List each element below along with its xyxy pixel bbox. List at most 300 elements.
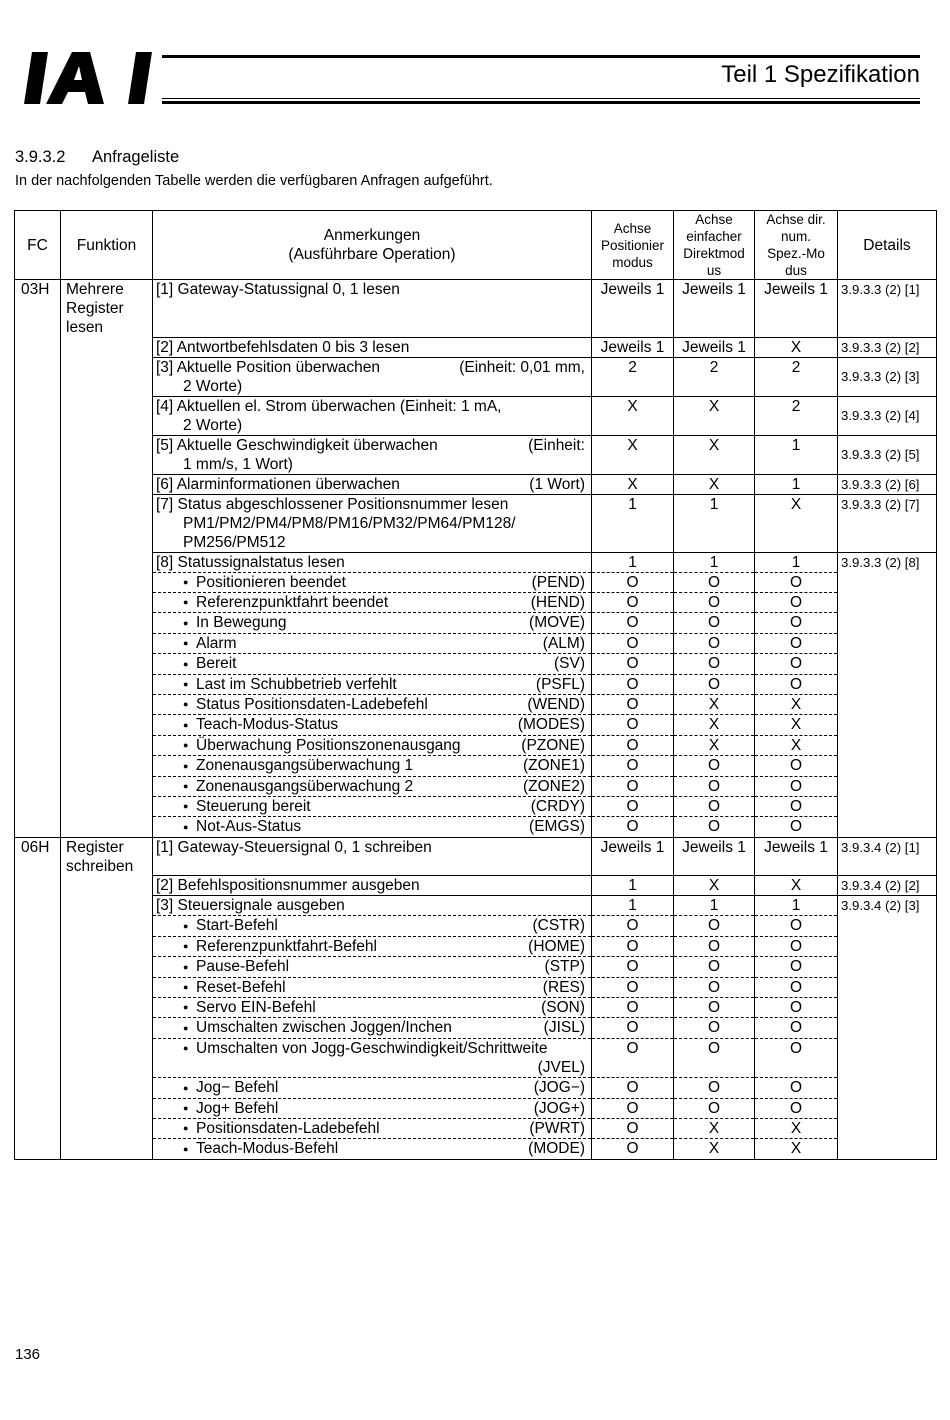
hdr-line: Positionier bbox=[600, 237, 665, 253]
subitem-code: (MOVE) bbox=[529, 614, 585, 632]
funktion-cell-cont bbox=[61, 977, 153, 997]
funktion-cell-cont bbox=[61, 936, 153, 956]
axis-value-cell bbox=[674, 592, 755, 612]
axis-value: O bbox=[707, 998, 721, 1016]
funktion-cell-cont bbox=[61, 957, 153, 977]
axis-value-cell bbox=[674, 337, 755, 357]
axis-value-cell bbox=[674, 474, 755, 494]
subitem-code: (WEND) bbox=[527, 695, 585, 713]
axis-value: O bbox=[707, 757, 721, 775]
subitem-text bbox=[183, 675, 397, 694]
axis-value: O bbox=[707, 937, 721, 955]
axis-value: X bbox=[790, 736, 802, 754]
request-number: [8] bbox=[156, 553, 174, 571]
subitem-line bbox=[156, 1119, 585, 1138]
subitem-line bbox=[156, 1078, 585, 1097]
axis-value: 1 bbox=[791, 475, 801, 493]
bullet-icon: ● bbox=[183, 719, 189, 730]
subitem-line bbox=[156, 654, 585, 673]
request-label: Statussignalstatus lesen bbox=[177, 553, 345, 571]
subitem-line bbox=[156, 756, 585, 775]
subitem-label: Servo EIN-Befehl bbox=[196, 998, 316, 1016]
axis-value-cell bbox=[755, 592, 838, 612]
request-text bbox=[156, 896, 345, 915]
request-cell bbox=[153, 280, 592, 338]
table-row-subitem bbox=[15, 633, 937, 653]
request-text bbox=[156, 397, 501, 416]
hdr-line: dus bbox=[785, 263, 807, 278]
axis-value: O bbox=[789, 573, 803, 591]
request-cont: PM256/PM512 bbox=[183, 533, 286, 551]
axis-value-cell bbox=[755, 916, 838, 936]
subitem-cell bbox=[153, 1018, 592, 1038]
bullet-icon: ● bbox=[183, 1082, 189, 1093]
fc-cell bbox=[15, 280, 61, 338]
details-ref: 3.9.3.3 (2) [8] bbox=[841, 554, 920, 570]
subitem-label: Jog− Befehl bbox=[196, 1079, 279, 1097]
bullet-icon: ● bbox=[183, 801, 189, 812]
axis-value-cell bbox=[674, 876, 755, 896]
axis-value-cell bbox=[755, 1139, 838, 1159]
fc-cell-cont bbox=[15, 674, 61, 694]
axis-value: O bbox=[626, 757, 639, 775]
axis-value-cell bbox=[755, 776, 838, 796]
axis-value-cell bbox=[755, 435, 838, 474]
fc-cell bbox=[15, 837, 61, 876]
fc-cell-cont bbox=[15, 572, 61, 592]
axis-value-cell bbox=[674, 1098, 755, 1118]
axis-value-cell bbox=[674, 1018, 755, 1038]
subitem-label: In Bewegung bbox=[196, 614, 287, 632]
table-row-subitem bbox=[15, 592, 937, 612]
subitem-code: (STP) bbox=[544, 958, 585, 976]
axis-value: X bbox=[708, 736, 720, 754]
fc-cell-cont bbox=[15, 494, 61, 552]
subitem-code: (HOME) bbox=[528, 937, 585, 955]
subitem-code: (RES) bbox=[542, 978, 585, 996]
request-line bbox=[156, 553, 585, 572]
funktion-cell-cont bbox=[61, 756, 153, 776]
funktion-line: schreiben bbox=[66, 857, 134, 875]
subitem-text bbox=[183, 1099, 278, 1118]
axis-value: X bbox=[708, 1140, 720, 1158]
axis-value-cell bbox=[592, 396, 674, 435]
hdr-line: einfacher bbox=[686, 229, 742, 244]
details-ref: 3.9.3.3 (2) [6] bbox=[841, 476, 920, 492]
subitem-text bbox=[183, 998, 316, 1017]
axis-value: O bbox=[626, 1019, 639, 1037]
axis-value: O bbox=[789, 1039, 803, 1057]
subitem-code: (PEND) bbox=[531, 573, 585, 591]
table-row-subitem bbox=[15, 613, 937, 633]
subitem-label: Positionieren beendet bbox=[196, 573, 346, 591]
subitem-line bbox=[156, 817, 585, 836]
table-header-row bbox=[15, 211, 937, 280]
details-cell bbox=[838, 494, 937, 552]
axis-value: Jeweils 1 bbox=[682, 338, 746, 356]
axis-value: 1 bbox=[791, 897, 801, 915]
hdr-line: Spez.-Mo bbox=[767, 246, 825, 261]
subitem-code: (MODES) bbox=[517, 716, 585, 734]
table-row-subitem bbox=[15, 1098, 937, 1118]
funktion-cell-cont bbox=[61, 796, 153, 816]
axis-value-cell bbox=[755, 896, 838, 916]
request-cell bbox=[153, 396, 592, 435]
bullet-icon: ● bbox=[183, 760, 189, 771]
subitem-label: Reset-Befehl bbox=[196, 978, 286, 996]
bullet-icon: ● bbox=[183, 941, 189, 952]
axis-value-cell bbox=[674, 715, 755, 735]
table-body bbox=[15, 280, 937, 1160]
section-heading bbox=[15, 148, 179, 167]
request-text bbox=[156, 280, 400, 299]
axis-value: O bbox=[789, 1019, 803, 1037]
axis-value: O bbox=[626, 573, 639, 591]
bullet-icon: ● bbox=[183, 1143, 189, 1154]
request-number: [1] bbox=[156, 281, 174, 298]
hdr-line: us bbox=[706, 263, 722, 278]
hdr-line: Achse bbox=[613, 220, 652, 236]
subitem-label: Status Positionsdaten-Ladebefehl bbox=[196, 695, 428, 713]
details-ref: 3.9.3.4 (2) [3] bbox=[841, 898, 920, 914]
axis-value-cell bbox=[592, 1098, 674, 1118]
table-row bbox=[15, 876, 937, 896]
axis-value-cell bbox=[755, 796, 838, 816]
table-row-subitem bbox=[15, 1139, 937, 1159]
bullet-icon: ● bbox=[183, 920, 189, 931]
axis-value-cell bbox=[755, 396, 838, 435]
subitem-label: Start-Befehl bbox=[196, 917, 278, 935]
request-text bbox=[156, 338, 409, 357]
subitem-cell bbox=[153, 977, 592, 997]
request-cont: 2 Worte) bbox=[183, 377, 243, 395]
axis-value: X bbox=[627, 397, 638, 415]
axis-value: X bbox=[627, 436, 638, 454]
axis-value-cell bbox=[755, 936, 838, 956]
axis-value-cell bbox=[755, 1018, 838, 1038]
request-label: Antwortbefehlsdaten 0 bis 3 lesen bbox=[176, 338, 410, 356]
axis-value: O bbox=[789, 937, 803, 955]
table-row-subitem bbox=[15, 715, 937, 735]
table-row-subitem bbox=[15, 1038, 937, 1077]
request-text bbox=[156, 436, 438, 455]
fc-cell-cont bbox=[15, 977, 61, 997]
axis-value: O bbox=[626, 978, 639, 996]
axis-value-cell bbox=[592, 592, 674, 612]
axis-value: Jeweils 1 bbox=[682, 281, 746, 298]
iai-logo bbox=[24, 52, 160, 104]
subitem-text bbox=[183, 777, 413, 796]
hdr-line: Achse dir. bbox=[766, 212, 826, 227]
axis-value-cell bbox=[674, 977, 755, 997]
funktion-cell-cont bbox=[61, 735, 153, 755]
details-ref: 3.9.3.4 (2) [2] bbox=[841, 878, 920, 894]
axis-value-cell bbox=[592, 552, 674, 572]
axis-value: O bbox=[626, 716, 639, 734]
axis-value: O bbox=[707, 655, 721, 673]
subitem-line bbox=[156, 957, 585, 976]
fc-cell-cont bbox=[15, 592, 61, 612]
axis-value-cell bbox=[755, 756, 838, 776]
subitem-label: Jog+ Befehl bbox=[196, 1099, 279, 1117]
axis-value: Jeweils 1 bbox=[600, 338, 665, 356]
funktion-cell-cont bbox=[61, 1139, 153, 1159]
axis-value: X bbox=[627, 475, 638, 493]
axis-value: X bbox=[790, 1119, 802, 1137]
subitem-text bbox=[183, 573, 346, 592]
subitem-cell bbox=[153, 1139, 592, 1159]
funktion-cell-cont bbox=[61, 817, 153, 837]
axis-value: O bbox=[626, 593, 639, 611]
axis-value: O bbox=[626, 998, 639, 1016]
fc-cell-cont bbox=[15, 396, 61, 435]
subitem-text bbox=[183, 916, 278, 935]
funktion-line: Register bbox=[66, 838, 124, 856]
subitem-label: Not-Aus-Status bbox=[196, 818, 302, 836]
subitem-text bbox=[183, 736, 461, 755]
details-cell bbox=[838, 896, 937, 1159]
subitem-code: (HEND) bbox=[530, 593, 585, 611]
request-cell bbox=[153, 552, 592, 572]
subitem-line bbox=[156, 715, 585, 734]
axis-value-cell bbox=[674, 613, 755, 633]
axis-value-cell bbox=[674, 957, 755, 977]
subitem-code: (CRDY) bbox=[530, 797, 585, 815]
details-ref: 3.9.3.3 (2) [1] bbox=[841, 282, 920, 297]
axis-value: 1 bbox=[628, 897, 637, 915]
axis-value: X bbox=[790, 1140, 802, 1158]
axis-value: O bbox=[707, 1019, 721, 1037]
request-label: Aktuelle Geschwindigkeit überwachen bbox=[176, 436, 438, 454]
subitem-code: (JVEL) bbox=[537, 1059, 585, 1077]
subitem-cell bbox=[153, 735, 592, 755]
details-ref: 3.9.3.3 (2) [2] bbox=[841, 339, 920, 355]
axis-value: O bbox=[707, 593, 721, 611]
details-cell bbox=[838, 837, 937, 876]
funktion-cell-cont bbox=[61, 1078, 153, 1098]
subitem-label: Pause-Befehl bbox=[196, 958, 290, 976]
axis-value: Jeweils 1 bbox=[682, 838, 746, 856]
bullet-icon: ● bbox=[183, 780, 189, 791]
axis-value-cell bbox=[674, 357, 755, 396]
table-row-subitem bbox=[15, 916, 937, 936]
axis-value: O bbox=[626, 1140, 639, 1158]
axis-value-cell bbox=[674, 756, 755, 776]
table-row-subitem bbox=[15, 735, 937, 755]
details-ref: 3.9.3.3 (2) [7] bbox=[841, 496, 920, 512]
axis-value: O bbox=[707, 1039, 721, 1057]
axis-value-cell bbox=[755, 474, 838, 494]
hdr-line: num. bbox=[780, 229, 811, 244]
axis-value-cell bbox=[592, 817, 674, 837]
request-cell bbox=[153, 876, 592, 896]
subitem-line bbox=[156, 573, 585, 592]
request-text bbox=[156, 553, 345, 572]
table-row-subitem bbox=[15, 756, 937, 776]
axis-value-cell bbox=[755, 1098, 838, 1118]
details-cell bbox=[838, 280, 937, 338]
funktion-cell-cont bbox=[61, 997, 153, 1017]
axis-value-cell bbox=[592, 337, 674, 357]
funktion-cell-cont bbox=[61, 396, 153, 435]
axis-value: O bbox=[789, 777, 803, 795]
fc-code: 03H bbox=[21, 281, 50, 298]
details-cell bbox=[838, 474, 937, 494]
axis-value: Jeweils 1 bbox=[764, 838, 828, 856]
axis-value: O bbox=[707, 1099, 721, 1117]
axis-value-cell bbox=[674, 633, 755, 653]
axis-value-cell bbox=[592, 876, 674, 896]
funktion-line: Mehrere bbox=[66, 281, 124, 298]
axis-value-cell bbox=[755, 876, 838, 896]
request-number: [3] bbox=[156, 897, 174, 915]
axis-value-cell bbox=[755, 977, 838, 997]
fc-code: 06H bbox=[21, 838, 50, 856]
funktion-cell-cont bbox=[61, 694, 153, 714]
axis-value: X bbox=[708, 1119, 720, 1137]
request-unit: (1 Wort) bbox=[529, 475, 585, 493]
section-number: 3.9.3.2 bbox=[15, 148, 66, 166]
axis-value-cell bbox=[592, 494, 674, 552]
subitem-line bbox=[156, 675, 585, 694]
subitem-code: (SON) bbox=[541, 998, 585, 1016]
details-ref: 3.9.3.3 (2) [3] bbox=[841, 369, 920, 384]
axis-value: 2 bbox=[709, 358, 719, 376]
table-row-subitem bbox=[15, 817, 937, 837]
fc-cell-cont bbox=[15, 997, 61, 1017]
subitem-code: (PSFL) bbox=[535, 675, 585, 693]
subitem-text bbox=[183, 634, 236, 653]
subitem-cell bbox=[153, 997, 592, 1017]
details-cell bbox=[838, 435, 937, 474]
axis-value: O bbox=[707, 797, 721, 815]
axis-value: O bbox=[789, 998, 803, 1016]
bullet-icon: ● bbox=[183, 1002, 189, 1013]
table-row-subitem bbox=[15, 694, 937, 714]
axis-value-cell bbox=[674, 837, 755, 876]
fc-cell-cont bbox=[15, 694, 61, 714]
axis-value-cell bbox=[755, 957, 838, 977]
table-row-subitem bbox=[15, 936, 937, 956]
axis-value-cell bbox=[755, 572, 838, 592]
axis-value: O bbox=[626, 614, 639, 632]
request-cell bbox=[153, 494, 592, 552]
subitem-cell bbox=[153, 674, 592, 694]
subitem-code: (CSTR) bbox=[532, 917, 585, 935]
subitem-label: Überwachung Positionszonenausgang bbox=[196, 736, 461, 754]
axis-value: Jeweils 1 bbox=[600, 838, 665, 856]
fc-cell-cont bbox=[15, 756, 61, 776]
subitem-label: Referenzpunktfahrt-Befehl bbox=[196, 937, 377, 955]
axis-value-cell bbox=[755, 674, 838, 694]
funktion-cell-cont bbox=[61, 633, 153, 653]
col-details-header: Details bbox=[838, 211, 937, 280]
request-label: Alarminformationen überwachen bbox=[176, 475, 400, 493]
subitem-label: Zonenausgangsüberwachung 2 bbox=[196, 777, 414, 795]
hdr-line: Achse bbox=[695, 212, 733, 227]
subitem-code: (JOG+) bbox=[533, 1099, 585, 1117]
subitem-cell bbox=[153, 633, 592, 653]
axis-value-cell bbox=[755, 654, 838, 674]
header-rule-top bbox=[162, 55, 920, 58]
table-row-subitem bbox=[15, 796, 937, 816]
subitem-label: Bereit bbox=[196, 655, 237, 673]
axis-value: X bbox=[790, 695, 802, 713]
axis-value-cell bbox=[674, 896, 755, 916]
subitem-cell bbox=[153, 694, 592, 714]
subitem-line bbox=[156, 1039, 585, 1058]
axis-value-cell bbox=[592, 674, 674, 694]
request-unit: (Einheit: 0,01 mm, bbox=[459, 358, 585, 376]
bullet-icon: ● bbox=[183, 638, 189, 649]
axis-value: O bbox=[707, 777, 721, 795]
fc-cell-cont bbox=[15, 474, 61, 494]
header-rule-mid bbox=[162, 98, 920, 99]
fc-cell-cont bbox=[15, 1118, 61, 1138]
request-label: Aktuelle Position überwachen bbox=[176, 358, 381, 376]
axis-value-cell bbox=[674, 776, 755, 796]
subitem-text bbox=[183, 1018, 452, 1037]
subitem-line bbox=[156, 695, 585, 714]
axis-value-cell bbox=[592, 280, 674, 338]
axis-value: O bbox=[626, 695, 639, 713]
axis-value: 2 bbox=[628, 358, 637, 376]
page-number: 136 bbox=[15, 1346, 41, 1363]
axis-value-cell bbox=[592, 735, 674, 755]
fc-cell-cont bbox=[15, 936, 61, 956]
subitem-cell bbox=[153, 1078, 592, 1098]
col-funktion-header: Funktion bbox=[61, 211, 153, 280]
request-text bbox=[156, 358, 380, 377]
axis-value: 1 bbox=[791, 436, 801, 454]
subitem-text bbox=[183, 978, 286, 997]
axis-value-cell bbox=[674, 817, 755, 837]
axis-value-cell bbox=[592, 896, 674, 916]
axis-value: O bbox=[789, 757, 803, 775]
axis-value: O bbox=[707, 917, 721, 935]
request-line bbox=[156, 475, 585, 494]
fc-cell-cont bbox=[15, 552, 61, 572]
request-label: Status abgeschlossener Positionsnummer lesen bbox=[177, 495, 509, 513]
request-number: [2] bbox=[156, 338, 174, 356]
axis-value-cell bbox=[592, 474, 674, 494]
axis-value-cell bbox=[674, 1038, 755, 1077]
axis-value-cell bbox=[592, 357, 674, 396]
request-line bbox=[156, 436, 585, 455]
axis-value-cell bbox=[755, 613, 838, 633]
request-cell bbox=[153, 337, 592, 357]
bullet-icon: ● bbox=[183, 1123, 189, 1134]
details-ref: 3.9.3.3 (2) [4] bbox=[841, 408, 920, 423]
axis-value: 1 bbox=[628, 877, 637, 895]
request-cell bbox=[153, 837, 592, 876]
axis-value-cell bbox=[592, 1018, 674, 1038]
table-row bbox=[15, 396, 937, 435]
request-line bbox=[156, 280, 585, 299]
request-cell bbox=[153, 357, 592, 396]
request-number: [3] bbox=[156, 358, 174, 376]
axis-value-cell bbox=[674, 735, 755, 755]
axis-value-cell bbox=[755, 494, 838, 552]
axis-value-cell bbox=[674, 1118, 755, 1138]
table-row bbox=[15, 494, 937, 552]
funktion-cell-cont bbox=[61, 916, 153, 936]
fc-cell-cont bbox=[15, 715, 61, 735]
axis-value: O bbox=[789, 655, 803, 673]
axis-value-cell bbox=[755, 633, 838, 653]
axis-value: O bbox=[626, 1039, 639, 1057]
request-label: Aktuellen el. Strom überwachen (Einheit: 1 mA, bbox=[176, 397, 502, 415]
